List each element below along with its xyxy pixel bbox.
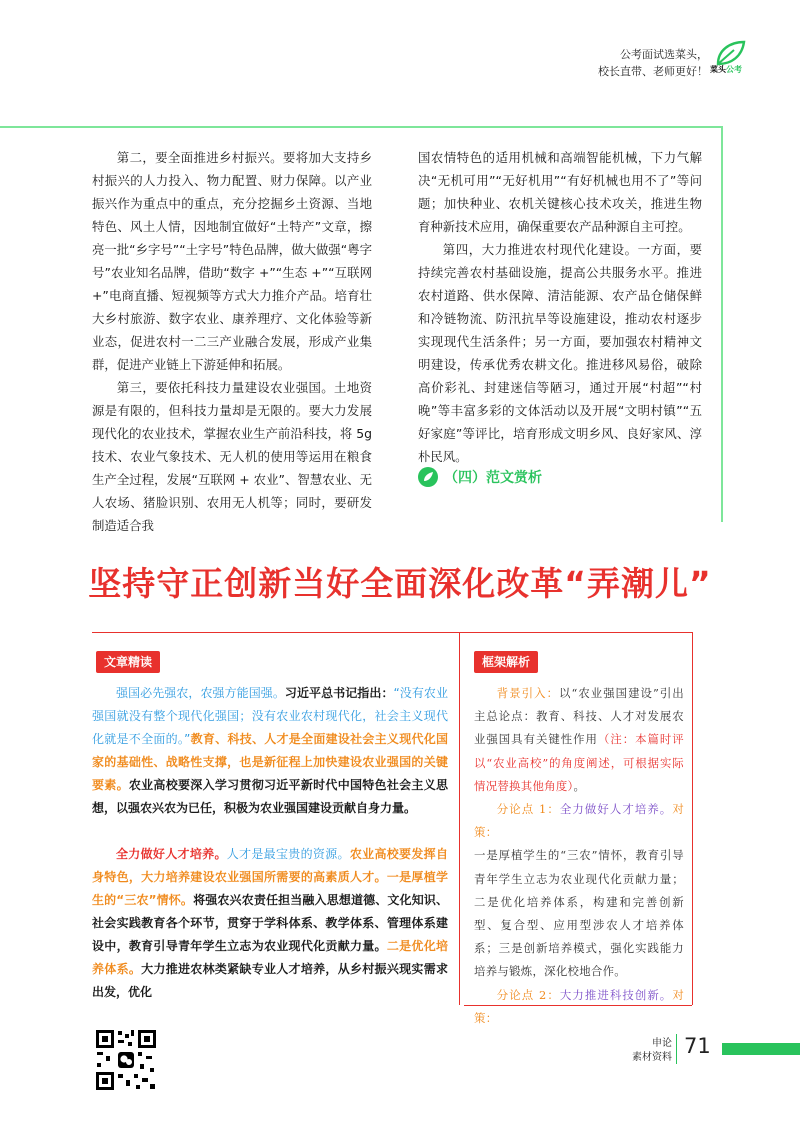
framework-sub1 bbox=[474, 798, 684, 844]
framework-sub2 bbox=[474, 984, 684, 1030]
right-divider bbox=[721, 126, 723, 522]
brand-name-a: 菜头 bbox=[710, 65, 726, 74]
title-sub1: 全力做好人才培养。 bbox=[559, 802, 673, 817]
header-slogan bbox=[508, 46, 708, 80]
text-note: （注：本篇时评以“农业高校”的角度阐述，可根据实际情况替换其他角度） bbox=[474, 732, 684, 793]
text-orange-2: 农业高校要发挥自身特色，大力培养建设农业强国所需要的高素质人才。一是厚植学生的“三农”情怀。 bbox=[92, 847, 448, 907]
article-paragraph-1 bbox=[92, 682, 448, 820]
text-blue-2: 人才是最宝贵的资源。 bbox=[226, 847, 350, 861]
section-title: （四）范文赏析 bbox=[444, 470, 542, 486]
text-orange: 教育、科技、人才是全面建设社会主义现代化国家的基础性、战略性支撑，也是新征程上加快建设农业强国的关键要素。 bbox=[92, 732, 449, 792]
text-orange-3: 二是优化培养体系。 bbox=[92, 939, 448, 976]
top-divider bbox=[0, 126, 722, 128]
paragraph-machinery: 国农情特色的适用机械和高端智能机械，下力气解决“无机可用”“无好机用”“有好机械也用不了”等问题；加快种业、农机关键核心技术攻关，推进生物育种新技术应用，确保重要农产品种源自主可控。 bbox=[418, 150, 702, 234]
paragraph-tech-power: 第三，要依托科技力量建设农业强国。土地资源是有限的，但科技力量却是无限的。要大力发展现代化的农业技术，掌握农业生产前沿科技，将 5g 技术、农业气象技术、无人机的使用等运用在粮食生产全过程，发展“互联网 + 农业”、智慧农业、无人农场、猪脸识别、农用无人机等；同时，要研发制造适合我 bbox=[92, 380, 372, 533]
text-end: 。 bbox=[573, 778, 586, 793]
footer-separator bbox=[676, 1034, 677, 1064]
tag-article-reading: 文章精读 bbox=[96, 651, 160, 673]
footer-label-1: 申论 bbox=[652, 1038, 672, 1049]
label-measures-2: 对策： bbox=[474, 987, 685, 1025]
title-sub2: 大力推进科技创新。 bbox=[559, 987, 673, 1002]
frame-top-line bbox=[92, 632, 692, 633]
label-background: 背景引入： bbox=[496, 686, 560, 700]
paragraph-rural-modernization: 第四，大力推进农村现代化建设。一方面，要持续完善农村基础设施，提高公共服务水平。推进农村道路、供水保障、清洁能源、农产品仓储保鲜和冷链物流、防汛抗旱等设施建设，推动农村逐步实现现代生活条件；另一方面，要加强农村精神文明建设，传承优秀农耕文化。推进移风易俗，破除高价彩礼、封建迷信等陋习，通过开展“村超”“村晚”等丰富多彩的文体活动以及开展“文明村镇”“五好家庭”等评比，培育形成文明乡风、良好家风、淳朴民风。 bbox=[418, 242, 702, 464]
section-heading bbox=[418, 466, 542, 488]
frame-middle-line bbox=[459, 632, 460, 1005]
article-title: 坚持守正创新当好全面深化改革“弄潮儿” bbox=[88, 564, 712, 603]
header-slogan-line1: 公考面试选菜头， bbox=[620, 48, 708, 61]
text-background: 以“农业强国建设”引出主总论点：教育、科技、人才对发展农业强国具有关键性作用 bbox=[474, 686, 684, 747]
label-measures-1: 对策： bbox=[474, 802, 685, 840]
label-sub1: 分论点 1： bbox=[496, 802, 560, 817]
text-quote: “没有农业强国就没有整个现代化强国；没有农业农村现代化，社会主义现代化就是不全面的。” bbox=[92, 686, 448, 746]
label-sub2: 分论点 2： bbox=[496, 987, 560, 1002]
upper-left-column bbox=[92, 146, 372, 537]
framework-sub1-text: 一是厚植学生的“三农”情怀，教育引导青年学生立志为农业现代化贡献力量；二是优化培养体系，构建和完善创新型、复合型、应用型涉农人才培养体系；三是创新培养模式，强化实践能力培养与锻炼，深化校地合作。 bbox=[474, 848, 684, 979]
brand-name-b: 公考 bbox=[726, 65, 742, 74]
text-plain: 习近平总书记指出： bbox=[284, 686, 394, 700]
page-number: 71 bbox=[684, 1034, 711, 1058]
paragraph-rural-revitalization: 第二，要全面推进乡村振兴。要将加大支持乡村振兴的人力投入、物力配置、财力保障。以产业振兴作为重点中的重点，充分挖掘乡土资源、当地特色、风土人情，因地制宜做好“土特产”文章，擦亮一批“乡字号”“土字号”特色品牌，做大做强“粤字号”农业知名品牌，借助“数字 +”“生态 +”“互联网 +”电商直播、短视频等方式大力推介产品。培育壮大乡村旅游、数字农业、康养理疗、文化体验等新业态，促进农村一二三产业融合发展，形成产业集群，促进产业链上下游延伸和拓展。 bbox=[92, 150, 372, 372]
header-slogan-line2: 校长直带、老师更好！ bbox=[598, 65, 708, 78]
framework-column bbox=[474, 682, 684, 1030]
tag-framework-analysis: 框架解析 bbox=[474, 651, 538, 673]
text-tail: 农业高校要深入学习贯彻习近平新时代中国特色社会主义思想，以强农兴农为已任，积极为农业强国建设贡献自身力量。 bbox=[92, 778, 448, 815]
upper-right-column bbox=[418, 146, 702, 468]
frame-right-line bbox=[692, 632, 693, 1005]
text-red: 全力做好人才培养。 bbox=[116, 847, 227, 861]
footer-label bbox=[628, 1037, 672, 1065]
article-reading-column bbox=[92, 682, 448, 1004]
article-paragraph-2 bbox=[92, 843, 448, 1004]
framework-background bbox=[474, 682, 684, 798]
qr-code-icon bbox=[94, 1028, 158, 1092]
text-blue: 强国必先强农，农强方能国强。 bbox=[116, 686, 285, 700]
leaf-icon bbox=[418, 467, 438, 487]
brand-name bbox=[710, 64, 742, 75]
text-bold: 将强农兴农责任担当融入思想道德、文化知识、社会实践教育各个环节，贯穿于学科体系、教学体系、管理体系建设中，教育引导青年学生立志为农业现代化贡献力量。 bbox=[92, 893, 448, 953]
footer-label-2: 素材资料 bbox=[632, 1052, 672, 1063]
text-bold-2: 大力推进农林类紧缺专业人才培养，从乡村振兴现实需求出发，优化 bbox=[92, 962, 448, 999]
footer-green-bar bbox=[722, 1043, 800, 1055]
